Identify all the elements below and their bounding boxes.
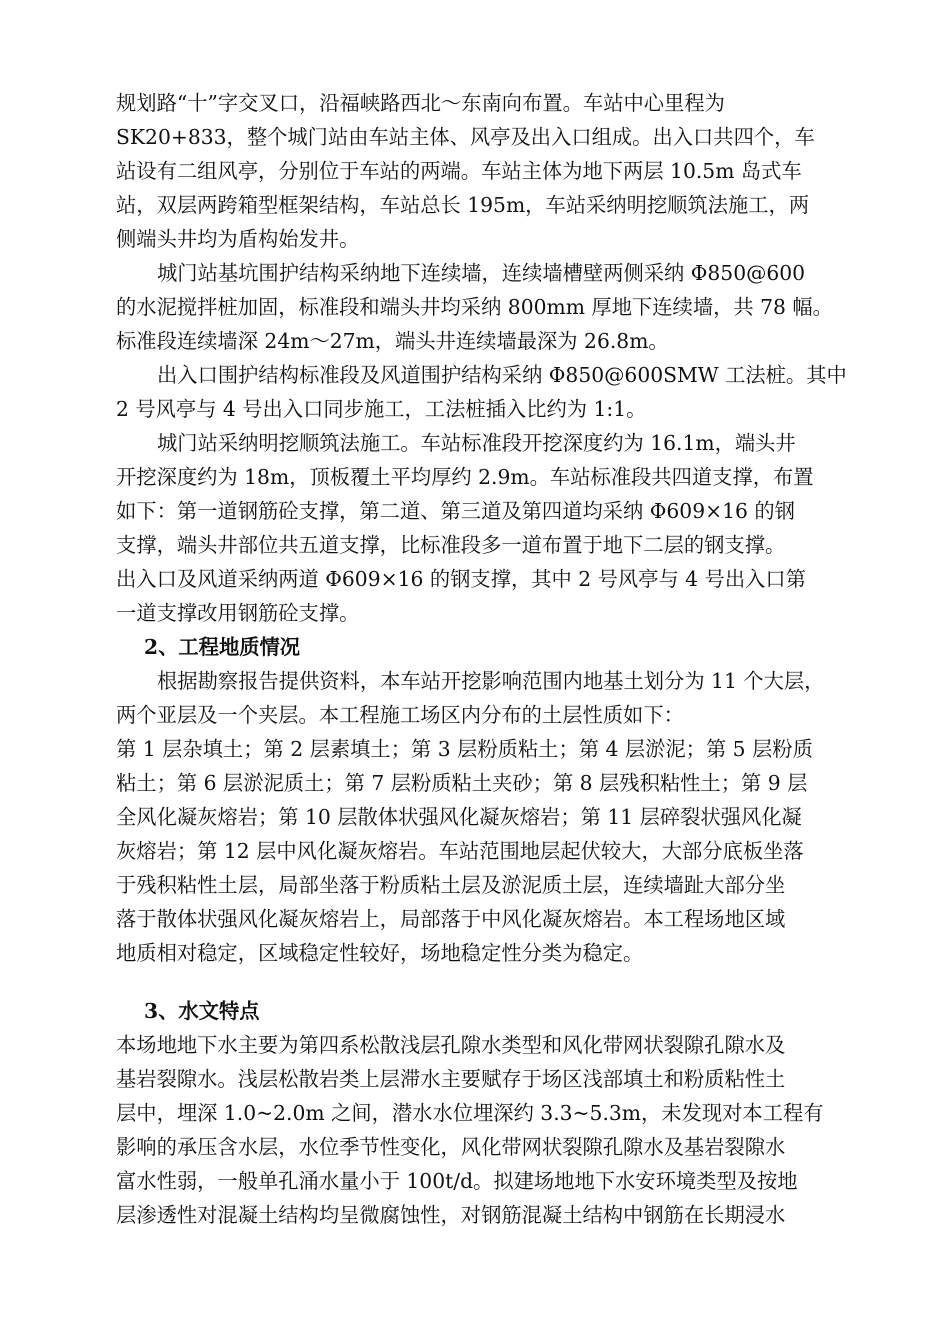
text-line: 落于散体状强风化凝灰熔岩上，局部落于中风化凝灰熔岩。本工程场地区域	[116, 907, 786, 931]
text-line: 开挖深度约为 18m，顶板覆土平均厚约 2.9m。车站标准段共四道支撑，布置	[116, 465, 814, 489]
text-line: SK20+833，整个城门站由车站主体、风亭及出入口组成。出入口共四个，车	[116, 125, 815, 149]
text-line: 本场地地下水主要为第四系松散浅层孔隙水类型和风化带网状裂隙孔隙水及	[116, 1033, 786, 1057]
text-line: 全风化凝灰熔岩；第 10 层散体状强风化凝灰熔岩；第 11 层碎裂状强风化凝	[116, 805, 802, 829]
text-line: 侧端头井均为盾构始发井。	[116, 227, 360, 251]
text-line: 根据勘察报告提供资料，本车站开挖影响范围内地基土划分为 11 个大层，	[157, 669, 825, 693]
text-line: 富水性弱，一般单孔涌水量小于 100t/d。拟建场地地下水安环境类型及按地	[116, 1169, 798, 1193]
text-line: 城门站基坑围护结构采纳地下连续墙，连续墙槽壁两侧采纳 Φ850@600	[157, 261, 806, 285]
text-line: 基岩裂隙水。浅层松散岩类上层滞水主要赋存于场区浅部填土和粉质粘性土	[116, 1067, 786, 1091]
text-line: 站设有二组风亭，分别位于车站的两端。车站主体为地下两层 10.5m 岛式车	[116, 159, 802, 183]
text-line: 站，双层两跨箱型框架结构，车站总长 195m，车站采纳明挖顺筑法施工，两	[116, 193, 810, 217]
text-line: 第 1 层杂填土；第 2 层素填土；第 3 层粉质粘土；第 4 层淤泥；第 5 层粉质	[116, 737, 813, 761]
text-line: 如下：第一道钢筋砼支撑，第二道、第三道及第四道均采纳 Φ609×16 的钢	[116, 499, 795, 523]
text-line: 层中，埋深 1.0~2.0m 之间，潜水水位埋深约 3.3~5.3m，未发现对本工程有	[116, 1101, 824, 1125]
section-heading: 2、工程地质情况	[144, 635, 301, 659]
text-line: 的水泥搅拌桩加固，标准段和端头井均采纳 800mm 厚地下连续墙，共 78 幅。	[116, 295, 833, 319]
text-line: 出入口及风道采纳两道 Φ609×16 的钢支撑，其中 2 号风亭与 4 号出入口第	[116, 567, 806, 591]
section-heading: 3、水文特点	[144, 999, 260, 1023]
text-line: 两个亚层及一个夹层。本工程施工场区内分布的土层性质如下：	[116, 703, 684, 727]
text-line: 支撑，端头井部位共五道支撑，比标准段多一道布置于地下二层的钢支撑。	[116, 533, 786, 557]
text-line: 城门站采纳明挖顺筑法施工。车站标准段开挖深度约为 16.1m，端头井	[157, 431, 796, 455]
text-line: 一道支撑改用钢筋砼支撑。	[116, 601, 360, 625]
text-line: 地质相对稳定，区域稳定性较好，场地稳定性分类为稳定。	[116, 941, 644, 965]
text-line: 层渗透性对混凝土结构均呈微腐蚀性，对钢筋混凝土结构中钢筋在长期浸水	[116, 1203, 786, 1227]
text-line: 2 号风亭与 4 号出入口同步施工，工法桩插入比约为 1:1。	[116, 397, 647, 421]
text-line: 标准段连续墙深 24m～27m，端头井连续墙最深为 26.8m。	[116, 329, 669, 353]
text-line: 影响的承压含水层，水位季节性变化，风化带网状裂隙孔隙水及基岩裂隙水	[116, 1135, 786, 1159]
text-line: 灰熔岩；第 12 层中风化凝灰熔岩。车站范围地层起伏较大，大部分底板坐落	[116, 839, 804, 863]
text-line: 出入口围护结构标准段及风道围护结构采纳 Φ850@600SMW 工法桩。其中	[157, 363, 847, 387]
text-line: 粘土；第 6 层淤泥质土；第 7 层粉质粘土夹砂；第 8 层残积粘性土；第 9 层	[116, 771, 808, 795]
text-line: 于残积粘性土层，局部坐落于粉质粘土层及淤泥质土层，连续墙趾大部分坐	[116, 873, 786, 897]
text-line: 规划路“十”字交叉口，沿福峡路西北～东南向布置。车站中心里程为	[116, 91, 725, 115]
